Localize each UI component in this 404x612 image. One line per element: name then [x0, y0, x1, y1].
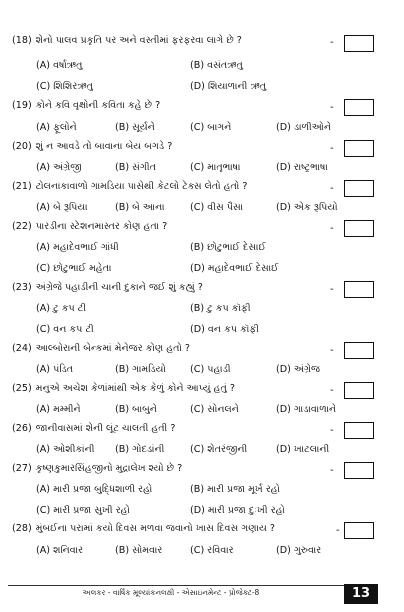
question-text: જાનીવાસમાં શેની લૂંટ ચાલતી હતી ?: [35, 423, 176, 434]
answer-dash: -: [330, 345, 334, 356]
answer-box-25[interactable]: [344, 382, 374, 399]
option-c[interactable]: (C) શેતરંજીની: [190, 444, 248, 455]
question-text: કોને કવિ વૃક્ષોની કવિતા કહે છે ?: [35, 100, 161, 111]
option-d[interactable]: (D) ખાટલાની: [276, 444, 330, 455]
answer-dash: -: [330, 223, 334, 234]
question-text: મુંબઈના પરામાં કયો દિવસ મળવા જવાનો ખાસ દિવસ ગણાય ?: [35, 523, 275, 534]
option-c[interactable]: (C) બાગને: [190, 122, 232, 133]
option-a[interactable]: (A) ટુ કપ ટી: [36, 303, 87, 314]
answer-box-21[interactable]: [344, 180, 374, 197]
option-d[interactable]: (D) મહાદેવભાઈ દેસાઈ: [190, 263, 279, 274]
footer-divider: [8, 585, 376, 586]
question-text: અંગ્રેજે પહાડીની ચાની દુકાને જઈ શું કહ્યું ?: [35, 282, 203, 293]
answer-box-27[interactable]: [344, 462, 374, 479]
question-text: શું ન આવડે તો બાવાના બેય બગડે ?: [35, 141, 173, 152]
answer-dash: -: [330, 102, 334, 113]
question-number: (21): [12, 181, 32, 192]
option-a[interactable]: (A) પંડિત: [36, 364, 74, 375]
option-a[interactable]: (A) બે રૂપિયા: [36, 202, 88, 213]
question-27: [12, 462, 182, 476]
option-c[interactable]: (C) મારી પ્રજા સુખી રહો: [36, 505, 130, 516]
question-18: [12, 34, 242, 48]
page-number: 13: [344, 584, 378, 604]
answer-dash: -: [330, 385, 334, 396]
question-text: શેનો પાલવ પ્રકૃતિ પર અને વસ્તીમાં ફરફરવા લાગે છે ?: [35, 35, 242, 46]
question-24: [12, 342, 190, 356]
option-d[interactable]: (D) અંગ્રેજ: [276, 364, 321, 375]
question-19: [12, 99, 160, 113]
option-c[interactable]: (C) વીસ પૈસા: [190, 202, 244, 213]
option-b[interactable]: (B) સંગીત: [115, 162, 156, 173]
option-d[interactable]: (D) શિયાળાની ઋતુ: [190, 81, 267, 92]
answer-dash: -: [330, 183, 334, 194]
option-c[interactable]: (C) વન કપ ટી: [36, 324, 94, 335]
answer-box-28[interactable]: [344, 522, 374, 539]
option-c[interactable]: (C) પહાડી: [190, 364, 231, 375]
question-number: (23): [12, 282, 32, 293]
option-a[interactable]: (A) ઓશીકાંની: [36, 444, 95, 455]
option-b[interactable]: (B) ગોદડાંની: [115, 444, 165, 455]
answer-dash: -: [336, 525, 340, 536]
question-25: [12, 382, 235, 396]
option-a[interactable]: (A) મારી પ્રજા બુદ્ધિશાળી રહો: [36, 484, 153, 495]
answer-box-26[interactable]: [344, 422, 374, 439]
question-28: [12, 522, 275, 536]
option-b[interactable]: (B) સૂર્યને: [115, 122, 155, 133]
question-text: પારડીના સ્ટેશનમાસ્તર કોણ હતા ?: [35, 221, 168, 232]
option-d[interactable]: (D) એક રૂપિયો: [276, 202, 338, 213]
answer-box-20[interactable]: [344, 140, 374, 157]
option-a[interactable]: (A) વર્ષાઋતુ: [36, 60, 83, 71]
question-number: (25): [12, 383, 32, 394]
option-c[interactable]: (C) રવિવાર: [190, 545, 234, 556]
option-d[interactable]: (D) રાષ્ટ્રભાષા: [276, 162, 328, 173]
question-number: (24): [12, 343, 32, 354]
option-c[interactable]: (C) છોટુભાઈ મહેતા: [36, 263, 112, 274]
question-21: [12, 180, 247, 194]
option-a[interactable]: (A) મમ્મીને: [36, 404, 81, 415]
answer-box-24[interactable]: [344, 342, 374, 359]
answer-dash: -: [330, 284, 334, 295]
option-b[interactable]: (B) સોમવાર: [115, 545, 163, 556]
question-number: (27): [12, 463, 32, 474]
answer-box-23[interactable]: [344, 281, 374, 298]
option-d[interactable]: (D) મારી પ્રજા દુઃખી રહો: [190, 505, 285, 516]
question-26: [12, 422, 175, 436]
question-23: [12, 281, 203, 295]
question-number: (18): [12, 35, 32, 46]
answer-dash: -: [330, 425, 334, 436]
question-22: [12, 220, 167, 234]
option-a[interactable]: (A) શનિવાર: [36, 545, 84, 556]
option-a[interactable]: (A) અંગ્રેજી: [36, 162, 82, 173]
option-b[interactable]: (B) વસંતઋતુ: [190, 60, 243, 71]
option-d[interactable]: (D) વન કપ કૉફી: [190, 324, 259, 335]
option-b[interactable]: (B) ટુ કપ કૉફી: [190, 303, 251, 314]
answer-box-22[interactable]: [344, 220, 374, 237]
answer-box-18[interactable]: [344, 35, 374, 52]
option-c[interactable]: (C) માતૃભાષા: [190, 162, 241, 173]
option-a[interactable]: (A) મહાદેવભાઈ ગાંધી: [36, 242, 119, 253]
answer-dash: -: [330, 37, 334, 48]
option-c[interactable]: (C) સોનલને: [190, 404, 239, 415]
question-20: [12, 140, 172, 154]
question-number: (20): [12, 141, 32, 152]
question-number: (22): [12, 221, 32, 232]
question-text: આલ્બોરાની બેન્કમાં મેનેજર કોણ હતો ?: [35, 343, 191, 354]
option-d[interactable]: (D) ગાડાવાળાને: [276, 404, 337, 415]
question-text: કૃષ્ણકુમારસિંહજીનો મુદ્રાલેખ શ્યો છે ?: [35, 463, 183, 474]
option-b[interactable]: (B) છોટુભાઈ દેસાઈ: [190, 242, 266, 253]
option-b[interactable]: (B) ગામડિયો: [115, 364, 166, 375]
answer-dash: -: [330, 143, 334, 154]
option-b[interactable]: (B) બાબુને: [115, 404, 158, 415]
question-number: (19): [12, 100, 32, 111]
answer-dash: -: [330, 465, 334, 476]
option-b[interactable]: (B) બે આના: [115, 202, 165, 213]
question-text: ટોલનાકાવાળો ગામડિયા પાસેથી કેટલો ટેક્સ લેતો હતો ?: [35, 181, 248, 192]
question-number: (28): [12, 523, 32, 534]
question-text: મનુએ અચેશ કેળાંમાંથી એક કેળું કોને આપ્યું હતું ?: [35, 383, 235, 394]
footer-text: અલકર - વાર્ષિક મૂલ્યાંકનલક્ષી - એસાઇનમેન્ટ - પ્રોજેક્ટ-8: [82, 588, 260, 597]
option-d[interactable]: (D) ડાળીઓને: [276, 122, 332, 133]
option-c[interactable]: (C) શિશિરઋતુ: [36, 81, 94, 92]
option-a[interactable]: (A) ફૂલોને: [36, 122, 77, 133]
answer-box-19[interactable]: [344, 99, 374, 116]
option-d[interactable]: (D) ગુરુવાર: [276, 545, 322, 556]
option-b[interactable]: (B) મારી પ્રજા મૂર્ખ રહો: [190, 484, 281, 495]
question-number: (26): [12, 423, 32, 434]
